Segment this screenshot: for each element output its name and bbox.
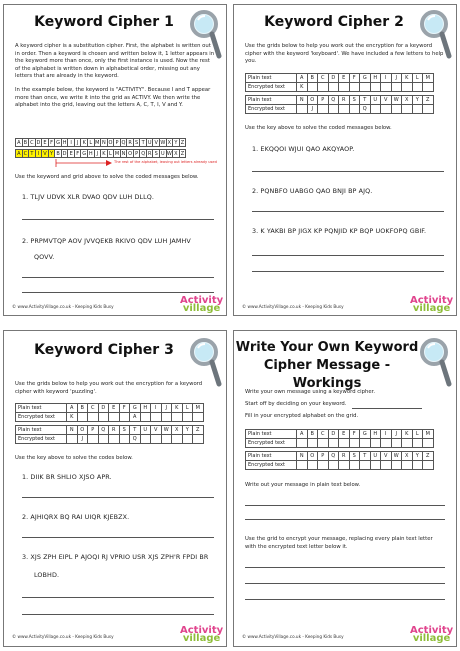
card4-instruction-1: Write out your message in plain text below.: [245, 482, 361, 488]
grid-cell: U: [370, 452, 381, 461]
card3-question-2: 2. AJHIQRX BQ RAI UIQR KJEBZX.: [22, 513, 130, 521]
grid-cell: N: [297, 96, 308, 105]
card1-question-2-cont: QOVV.: [34, 253, 55, 261]
alphabet-cell: C: [28, 138, 36, 147]
activity-village-logo: Activity village: [180, 295, 224, 314]
grid-cell[interactable]: [349, 461, 360, 470]
grid-cell: B: [307, 430, 318, 439]
alphabet-cell: X: [172, 149, 180, 158]
grid-cell[interactable]: [402, 105, 413, 114]
alphabet-cell: S: [152, 149, 160, 158]
answer-line[interactable]: [245, 583, 445, 584]
alphabet-cell: N: [102, 140, 106, 146]
answer-line[interactable]: [22, 614, 214, 615]
grid-cell: M: [423, 430, 434, 439]
grid-cell: L: [412, 430, 423, 439]
grid-cell: L: [182, 404, 193, 413]
grid-cell[interactable]: [318, 105, 329, 114]
grid-cell: W: [391, 452, 402, 461]
alphabet-cell: Q: [141, 151, 146, 157]
alphabet-cell: B: [54, 149, 62, 158]
cipher-grid-n-z[interactable]: Plain text N O P Q R S T U V W X Y Z Encrypted text: [245, 451, 434, 470]
grid-cell[interactable]: [98, 435, 109, 444]
grid-cell: A: [297, 74, 308, 83]
grid-cell: C: [318, 74, 329, 83]
footer-text: © www.ActivityVillage.co.uk - Keeping Kids Busy: [12, 634, 114, 639]
grid-cell: R: [109, 426, 120, 435]
grid-cell: E: [339, 74, 350, 83]
grid-cell[interactable]: A: [130, 413, 141, 422]
card2-question-3: 3. K YAKBI BP JIGX KP PQNJID KP BQP UOKFOPQ GBIF.: [252, 227, 427, 235]
card2-title: Keyword Cipher 2: [264, 14, 404, 30]
grid-cell: E: [109, 404, 120, 413]
grid-cell: V: [151, 426, 162, 435]
grid-cell[interactable]: [297, 105, 308, 114]
card1-question-2: 2. PRPMVTQP AOV JVVQEKB RKIVO QDV LUH JAMHV: [22, 237, 191, 245]
annotation-arrow: [54, 158, 114, 168]
grid-cell: X: [402, 452, 413, 461]
grid-cell: Y: [412, 96, 423, 105]
grid-cell[interactable]: [297, 461, 308, 470]
alphabet-cell: G: [82, 151, 87, 157]
card3-question-3: 3. XJS ZPH EIPL P AJOQI RJ VPRIO USR XJS ZPH'R FPDI BR: [22, 553, 209, 561]
cipher-grid-a-m[interactable]: Plain text A B C D E F G H I J K L M Encrypted text: [245, 429, 434, 448]
card3-intro: Use the grids below to help you work out the encryption for a keyword cipher with keyword 'puzzling'.: [15, 381, 203, 395]
grid-cell[interactable]: [423, 439, 434, 448]
alphabet-cell: D: [62, 151, 67, 157]
grid-cell: Z: [193, 426, 204, 435]
answer-line[interactable]: [22, 277, 214, 278]
grid-cell: N: [297, 452, 308, 461]
activity-village-logo: Activity village: [410, 295, 454, 314]
answer-line[interactable]: [22, 537, 214, 538]
annotation-text: The rest of the alphabet, leaving out letters already used: [114, 160, 217, 164]
grid-cell: Q: [98, 426, 109, 435]
grid-cell[interactable]: [381, 439, 392, 448]
alphabet-cell: K: [80, 138, 88, 147]
alphabet-cell: P: [133, 149, 141, 158]
grid-cell[interactable]: [349, 105, 360, 114]
grid-cell[interactable]: [339, 83, 350, 92]
alphabet-cell: P: [113, 138, 121, 147]
grid-cell: F: [349, 430, 360, 439]
grid-cell: B: [77, 404, 88, 413]
alphabet-cell: W: [166, 151, 172, 157]
grid-cell: H: [140, 404, 151, 413]
grid-cell[interactable]: [412, 105, 423, 114]
grid-cell[interactable]: [402, 461, 413, 470]
grid-cell: Y: [182, 426, 193, 435]
grid-cell: J: [391, 74, 402, 83]
grid-cell: W: [391, 96, 402, 105]
grid-cell[interactable]: Q: [360, 105, 371, 114]
grid-cell[interactable]: [349, 439, 360, 448]
card1-title: Keyword Cipher 1: [34, 14, 174, 30]
card2-question-1: 1. EKQQOI WJUI QAO AKQYAOP.: [252, 145, 355, 153]
grid-cell[interactable]: [381, 105, 392, 114]
grid-cell[interactable]: [412, 439, 423, 448]
alphabet-cell: V: [41, 149, 49, 158]
grid-cell: C: [318, 430, 329, 439]
grid-cell: K: [402, 74, 413, 83]
grid-cell[interactable]: [140, 435, 151, 444]
grid-cell: Y: [412, 452, 423, 461]
answer-line[interactable]: [245, 505, 445, 506]
alphabet-cell: O: [128, 151, 133, 157]
grid-cell: O: [307, 96, 318, 105]
grid-cell: T: [360, 96, 371, 105]
alphabet-cell: F: [48, 138, 56, 147]
alphabet-cell: D: [36, 140, 41, 146]
card1-instruction: Use the keyword and grid above to solve the coded messages below.: [15, 174, 199, 180]
grid-cell: S: [349, 452, 360, 461]
grid-cell[interactable]: [119, 413, 130, 422]
alphabet-cell: W: [160, 140, 166, 146]
grid-cell: R: [339, 452, 350, 461]
alphabet-cell: J: [74, 138, 82, 147]
alphabet-cell: K: [100, 149, 108, 158]
answer-line[interactable]: [252, 255, 444, 256]
card4-line-3: Fill in your encrypted alphabet on the grid.: [245, 413, 359, 419]
activity-village-logo: Activity village: [410, 625, 454, 644]
grid-cell[interactable]: [98, 413, 109, 422]
grid-cell[interactable]: [402, 439, 413, 448]
grid-cell[interactable]: [423, 105, 434, 114]
grid-cell: Z: [423, 96, 434, 105]
grid-cell: I: [151, 404, 162, 413]
grid-cell[interactable]: [193, 413, 204, 422]
footer-text: © www.ActivityVillage.co.uk - Keeping Kids Busy: [12, 304, 114, 309]
alphabet-cell: E: [41, 138, 49, 147]
grid-cell: L: [412, 74, 423, 83]
alphabet-cell: M: [114, 151, 120, 157]
grid-cell: C: [88, 404, 99, 413]
grid-cell[interactable]: [360, 461, 371, 470]
answer-line[interactable]: [252, 211, 444, 212]
alphabet-cell: C: [22, 149, 30, 158]
alphabet-cell: Q: [121, 140, 126, 146]
grid-cell[interactable]: [391, 439, 402, 448]
grid-cell[interactable]: [423, 461, 434, 470]
grid-cell[interactable]: [307, 439, 318, 448]
alphabet-cell: L: [87, 138, 95, 147]
grid-cell: B: [307, 74, 318, 83]
grid-cell[interactable]: [370, 439, 381, 448]
alphabet-cell: R: [146, 149, 154, 158]
answer-line[interactable]: [245, 567, 445, 568]
alphabet-cell: X: [166, 138, 174, 147]
grid-cell: P: [88, 426, 99, 435]
alphabet-cell: J: [94, 149, 102, 158]
cipher-alphabet-row: [15, 149, 185, 158]
grid-cell: H: [370, 74, 381, 83]
grid-cell: Z: [423, 452, 434, 461]
card3-question-3-cont: LOBHD.: [34, 571, 60, 579]
card-keyword-cipher-1: [3, 4, 227, 316]
alphabet-cell: S: [133, 138, 141, 147]
grid-cell[interactable]: [339, 461, 350, 470]
grid-cell[interactable]: [318, 439, 329, 448]
grid-cell: V: [381, 96, 392, 105]
alphabet-cell: L: [107, 149, 115, 158]
grid-cell[interactable]: [391, 105, 402, 114]
alphabet-cell: N: [121, 151, 126, 157]
card4-title-line-1: Write Your Own Keyword: [235, 340, 419, 355]
grid-cell[interactable]: [172, 435, 183, 444]
grid-cell: J: [161, 404, 172, 413]
grid-cell: I: [381, 74, 392, 83]
grid-cell[interactable]: [182, 413, 193, 422]
grid-cell: U: [140, 426, 151, 435]
answer-line[interactable]: [252, 171, 444, 172]
card1-paragraph-1: A keyword cipher is a substitution cipher. First, the alphabet is written out in order. Then a keyword is chosen and written below it, 1 letter appears in the keyword more than once, only the first instance is used. Now the rest of the alphabet is written down in alphabetical order, missing out any letters that are already in the keyword.: [15, 43, 215, 80]
grid-cell: V: [381, 452, 392, 461]
grid-cell[interactable]: [402, 83, 413, 92]
grid-cell[interactable]: K: [297, 83, 308, 92]
grid-cell: G: [360, 430, 371, 439]
grid-cell: P: [318, 452, 329, 461]
grid-cell[interactable]: [370, 461, 381, 470]
alphabet-cell: T: [139, 138, 147, 147]
grid-cell: F: [119, 404, 130, 413]
alphabet-cell: I: [67, 138, 75, 147]
card2-question-2: 2. PQNBFO UABGO QAO BNJI BP AJQ.: [252, 187, 373, 195]
card2-instruction: Use the key above to solve the coded messages below.: [245, 125, 392, 131]
grid-cell[interactable]: [307, 461, 318, 470]
alphabet-cell: A: [15, 149, 23, 158]
alphabet-cell: U: [160, 151, 165, 157]
grid-cell: H: [370, 430, 381, 439]
card3-question-1: 1. DIIK BR SHLIO XJSO APR.: [22, 473, 112, 481]
grid-cell[interactable]: [381, 461, 392, 470]
grid-cell[interactable]: [172, 413, 183, 422]
alphabet-cell: M: [95, 140, 100, 146]
card-keyword-cipher-2: [233, 4, 457, 316]
grid-cell: M: [423, 74, 434, 83]
grid-cell[interactable]: [339, 439, 350, 448]
card3-instruction: Use the key above to solve the codes below.: [15, 455, 133, 461]
grid-cell: D: [328, 74, 339, 83]
grid-cell[interactable]: [412, 461, 423, 470]
keyword-input-line[interactable]: [352, 408, 422, 409]
answer-line[interactable]: [252, 271, 444, 272]
grid-cell: Q: [328, 452, 339, 461]
alphabet-cell: R: [126, 138, 134, 147]
grid-cell: S: [349, 96, 360, 105]
cipher-grid-a-m: Plain text A B C D E F G H I J K L M Encrypted text K: [245, 73, 434, 92]
card4-line-1: Write your own message using a keyword cipher.: [245, 389, 375, 395]
grid-cell: T: [360, 452, 371, 461]
grid-cell[interactable]: [67, 435, 78, 444]
footer-text: © www.ActivityVillage.co.uk - Keeping Kids Busy: [242, 634, 344, 639]
grid-cell: G: [360, 74, 371, 83]
card-keyword-cipher-3: [3, 330, 227, 647]
grid-cell[interactable]: [339, 105, 350, 114]
grid-cell: U: [370, 96, 381, 105]
grid-cell[interactable]: [151, 413, 162, 422]
grid-cell: N: [67, 426, 78, 435]
plain-alphabet-row: [15, 138, 185, 147]
card4-line-2: Start off by deciding on your keyword.: [245, 401, 347, 407]
grid-cell[interactable]: [370, 83, 381, 92]
answer-line[interactable]: [22, 292, 214, 293]
card3-title: Keyword Cipher 3: [34, 342, 174, 358]
grid-cell[interactable]: J: [307, 105, 318, 114]
alphabet-cell: Z: [179, 149, 187, 158]
footer-text: © www.ActivityVillage.co.uk - Keeping Kids Busy: [242, 304, 344, 309]
grid-cell[interactable]: [391, 83, 402, 92]
answer-line[interactable]: [22, 597, 214, 598]
grid-cell[interactable]: [161, 413, 172, 422]
grid-cell[interactable]: [328, 439, 339, 448]
answer-line[interactable]: [22, 497, 214, 498]
alphabet-cell: A: [15, 138, 23, 147]
card-write-your-own: [233, 330, 457, 647]
grid-cell[interactable]: J: [77, 435, 88, 444]
grid-cell: T: [130, 426, 141, 435]
alphabet-cell: I: [35, 149, 43, 158]
card2-intro: Use the grids below to help you work out the encryption for a keyword cipher with the keyword 'keyboard'. We have included a few letters to help you.: [245, 43, 444, 65]
grid-cell[interactable]: [307, 83, 318, 92]
grid-cell[interactable]: [349, 83, 360, 92]
grid-cell[interactable]: [109, 435, 120, 444]
grid-cell[interactable]: K: [67, 413, 78, 422]
grid-cell[interactable]: [161, 435, 172, 444]
grid-cell[interactable]: [140, 413, 151, 422]
grid-cell[interactable]: Q: [130, 435, 141, 444]
card4-title-line-2: Cipher Message - Workings: [263, 358, 391, 391]
grid-cell[interactable]: [109, 413, 120, 422]
card4-instruction-2: Use the grid to encrypt your message, replacing every plain text letter with the encrypted text letter below it.: [245, 536, 433, 550]
grid-cell: E: [339, 430, 350, 439]
grid-cell: K: [402, 430, 413, 439]
grid-cell[interactable]: [119, 435, 130, 444]
alphabet-cell: E: [67, 149, 75, 158]
grid-cell: I: [381, 430, 392, 439]
grid-cell[interactable]: [328, 461, 339, 470]
grid-cell: K: [172, 404, 183, 413]
alphabet-cell: B: [22, 138, 30, 147]
alphabet-cell: Y: [48, 149, 56, 158]
grid-cell: O: [77, 426, 88, 435]
grid-cell: J: [391, 430, 402, 439]
grid-cell[interactable]: [88, 435, 99, 444]
alphabet-cell: Z: [179, 138, 187, 147]
grid-cell: D: [98, 404, 109, 413]
alphabet-cell: O: [108, 140, 113, 146]
grid-cell[interactable]: [360, 83, 371, 92]
grid-cell[interactable]: [151, 435, 162, 444]
alphabet-cell: V: [152, 138, 160, 147]
alphabet-cell: F: [74, 149, 82, 158]
alphabet-cell: H: [62, 140, 67, 146]
answer-line[interactable]: [22, 219, 214, 220]
grid-cell[interactable]: [360, 439, 371, 448]
answer-line[interactable]: [245, 519, 445, 520]
grid-cell[interactable]: [297, 439, 308, 448]
alphabet-cell: Y: [172, 138, 180, 147]
alphabet-cell: H: [88, 151, 93, 157]
cipher-grid-a-m: Plain text A B C D E F G H I J K L M Encrypted text K A: [15, 403, 204, 422]
grid-cell: X: [172, 426, 183, 435]
grid-cell: A: [297, 430, 308, 439]
card1-question-1: 1. TLJV UDVK XLR DVAO QDV LUH DLLQ.: [22, 193, 155, 201]
grid-cell[interactable]: [328, 105, 339, 114]
grid-cell[interactable]: [370, 105, 381, 114]
alphabet-cell: T: [28, 149, 36, 158]
grid-cell: P: [318, 96, 329, 105]
grid-cell: S: [119, 426, 130, 435]
grid-cell: F: [349, 74, 360, 83]
grid-cell[interactable]: [412, 83, 423, 92]
grid-cell: A: [67, 404, 78, 413]
alphabet-cell: G: [56, 140, 60, 146]
grid-cell: G: [130, 404, 141, 413]
grid-cell[interactable]: [77, 413, 88, 422]
grid-cell: D: [328, 430, 339, 439]
answer-line[interactable]: [245, 599, 445, 600]
grid-cell: X: [402, 96, 413, 105]
grid-cell[interactable]: [423, 83, 434, 92]
alphabet-cell: U: [147, 140, 152, 146]
grid-cell: Q: [328, 96, 339, 105]
grid-cell: R: [339, 96, 350, 105]
grid-cell[interactable]: [328, 83, 339, 92]
activity-village-logo: Activity village: [180, 625, 224, 644]
magnifying-glass-icon: [418, 336, 452, 388]
grid-cell[interactable]: [391, 461, 402, 470]
grid-cell[interactable]: [182, 435, 193, 444]
cipher-grid-n-z: Plain text N O P Q R S T U V W X Y Z Encrypted text J Q: [245, 95, 434, 114]
grid-cell: W: [161, 426, 172, 435]
grid-cell[interactable]: [381, 83, 392, 92]
grid-cell[interactable]: [88, 413, 99, 422]
grid-cell[interactable]: [193, 435, 204, 444]
grid-cell[interactable]: [318, 83, 329, 92]
grid-cell: O: [307, 452, 318, 461]
grid-cell: M: [193, 404, 204, 413]
cipher-grid-n-z: Plain text N O P Q R S T U V W X Y Z Encrypted text J Q: [15, 425, 204, 444]
grid-cell[interactable]: [318, 461, 329, 470]
card1-paragraph-2: In the example below, the keyword is "ACTIVITY". Because I and T appear more than once, we write it into the grid as ACTIVY. We then write the alphabet into the grid, leaving out the letters A, C, T, I, V and Y.: [15, 87, 211, 109]
